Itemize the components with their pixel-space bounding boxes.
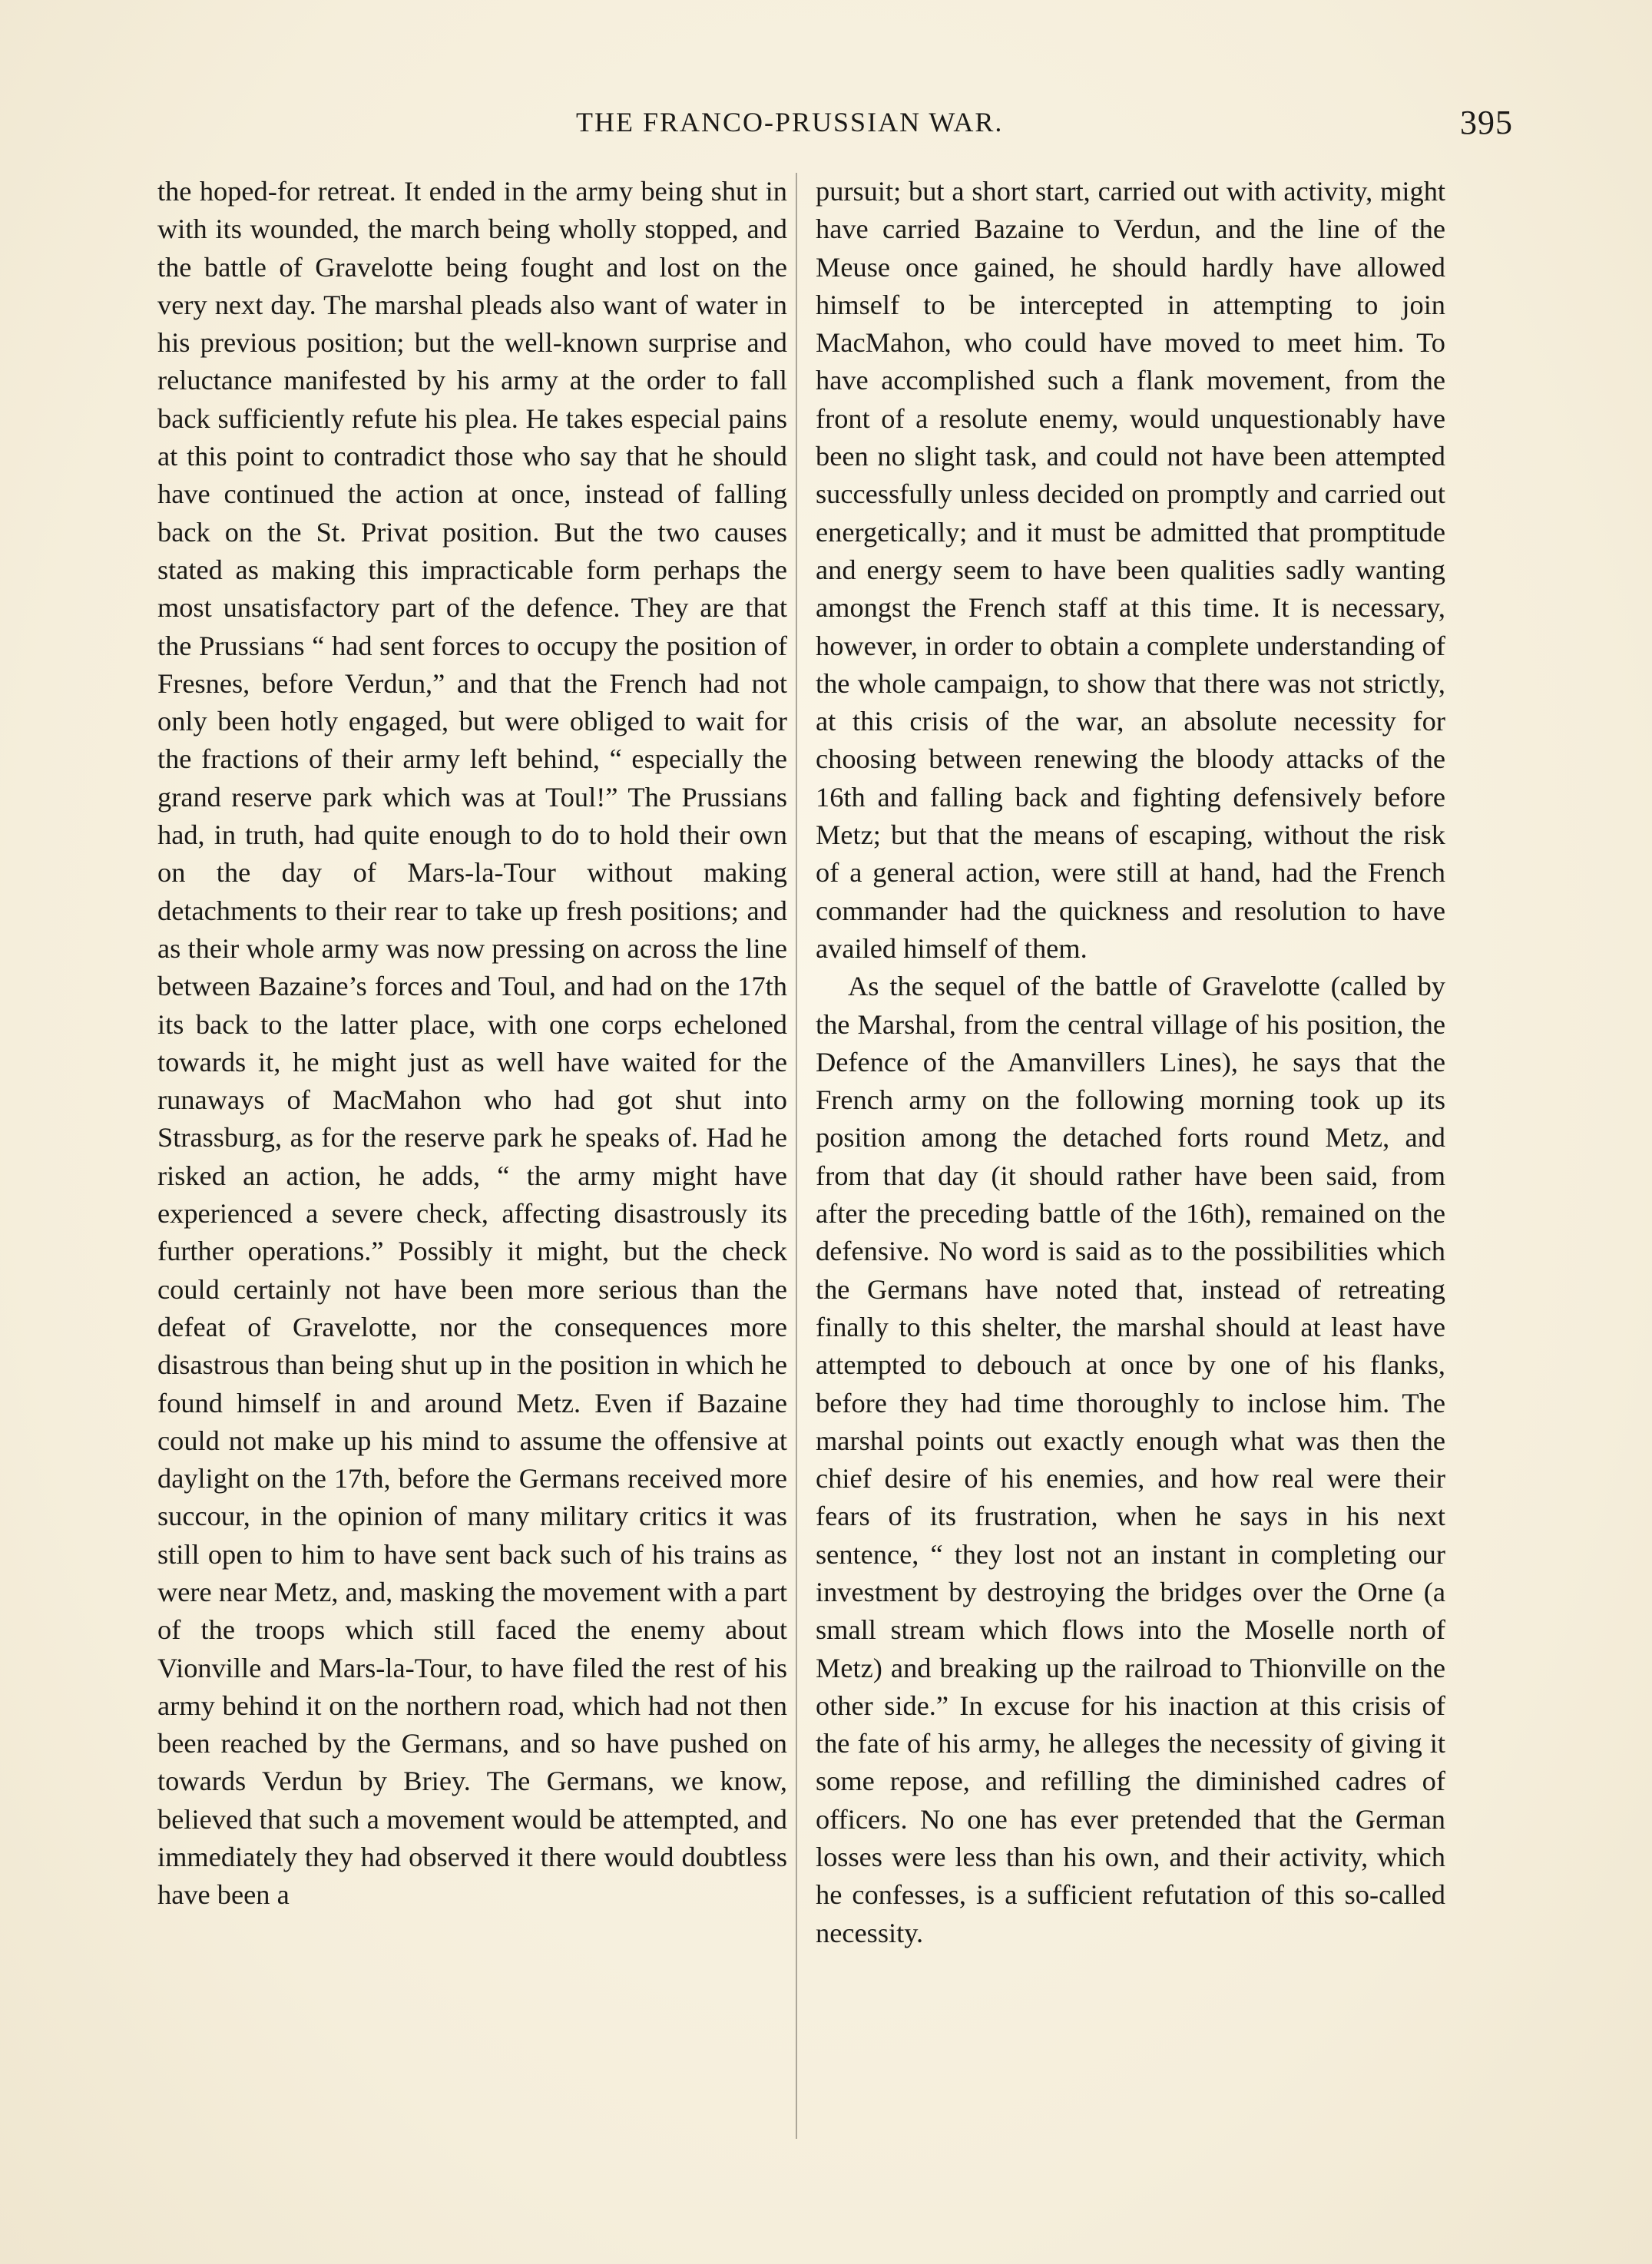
- page-number: 395: [1460, 104, 1513, 141]
- left-column: [157, 173, 787, 2139]
- left-paragraph-1: the hoped-for retreat. It ended in the army being shut in with its wounded, the march being wholly stopped, and the battle of Gravelotte being fought and lost on the very next day. The marshal pleads also want of water in his previous position; but the well-known surprise and reluctance manifested by his army at the order to fall back sufficiently refute his plea. He takes especial pains at this point to contradict those who say that he should have continued the action at once, instead of falling back on the St. Privat position. But the two causes stated as making this impracticable form perhaps the most unsatisfactory part of the defence. They are that the Prussians “ had sent forces to occupy the position of Fresnes, before Verdun,” and that the French had not only been hotly engaged, but were obliged to wait for the fractions of their army left behind, “ especially the grand reserve park which was at Toul!” The Prussians had, in truth, had quite enough to do to hold their own on the day of Mars-la-Tour without making detachments to their rear to take up fresh positions; and as their whole army was now pressing on across the line between Bazaine’s forces and Toul, and had on the 17th its back to the latter place, with one corps echeloned towards it, he might just as well have waited for the runaways of MacMahon who had got shut into Strassburg, as for the reserve park he speaks of. Had he risked an action, he adds, “ the army might have experienced a severe check, affecting disastrously its further operations.” Possibly it might, but the check could certainly not have been more serious than the defeat of Gravelotte, nor the consequences more disastrous than being shut up in the position in which he found himself in and around Metz. Even if Bazaine could not make up his mind to assume the offensive at daylight on the 17th, before the Germans received more succour, in the opinion of many military critics it was still open to him to have sent back such of his trains as were near Metz, and, masking the movement with a part of the troops which still faced the enemy about Vionville and Mars-la-Tour, to have filed the rest of his army behind it on the northern road, which had not then been reached by the Germans, and so have pushed on towards Verdun by Briey. The Germans, we know, believed that such a movement would be attempted, and immediately they had observed it there would doubtless have been a: [157, 176, 787, 1911]
- page-header: [161, 106, 1513, 144]
- running-title: THE FRANCO-PRUSSIAN WAR.: [576, 107, 1004, 137]
- right-paragraph-1: pursuit; but a short start, carried out with activity, might have carried Bazaine to Verdun, and the line of the Meuse once gained, he should hardly have allowed himself to be intercepted in attempting to join MacMahon, who could have moved to meet him. To have accomplished such a flank movement, from the front of a resolute enemy, would unquestionably have been no slight task, and could not have been attempted successfully unless decided on promptly and carried out energetically; and it must be admitted that promptitude and energy seem to have been qualities sadly wanting amongst the French staff at this time. It is necessary, however, in order to obtain a complete understanding of the whole campaign, to show that there was not strictly, at this crisis of the war, an absolute necessity for choosing between renewing the bloody attacks of the 16th and falling back and fighting defensively before Metz; but that the means of escaping, without the risk of a general action, were still at hand, had the French commander had the quickness and resolution to have availed himself of them.: [816, 176, 1445, 964]
- right-paragraph-2: As the sequel of the battle of Gravelotte (called by the Marshal, from the central village of his position, the Defence of the Amanvillers Lines), he says that the French army on the following morning took up its position among the detached forts round Metz, and from that day (it should rather have been said, from after the preceding battle of the 16th), remained on the defensive. No word is said as to the possibilities which the Germans have noted that, instead of retreating finally to this shelter, the marshal should at least have attempted to debouch at once by one of his flanks, before they had time thoroughly to inclose him. The marshal points out exactly enough what was then the chief desire of his enemies, and how real were their fears of its frustration, when he says in his next sentence, “ they lost not an instant in completing our investment by destroying the bridges over the Orne (a small stream which flows into the Moselle north of Metz) and breaking up the railroad to Thionville on the other side.” In excuse for his inaction at this crisis of the fate of his army, he alleges the necessity of giving it some repose, and refilling the diminished cadres of officers. No one has ever pretended that the German losses were less than his own, and their activity, which he confesses, is a sufficient refutation of this so-called necessity.: [816, 971, 1445, 1948]
- column-divider: [796, 173, 797, 2139]
- right-column: [816, 173, 1445, 2139]
